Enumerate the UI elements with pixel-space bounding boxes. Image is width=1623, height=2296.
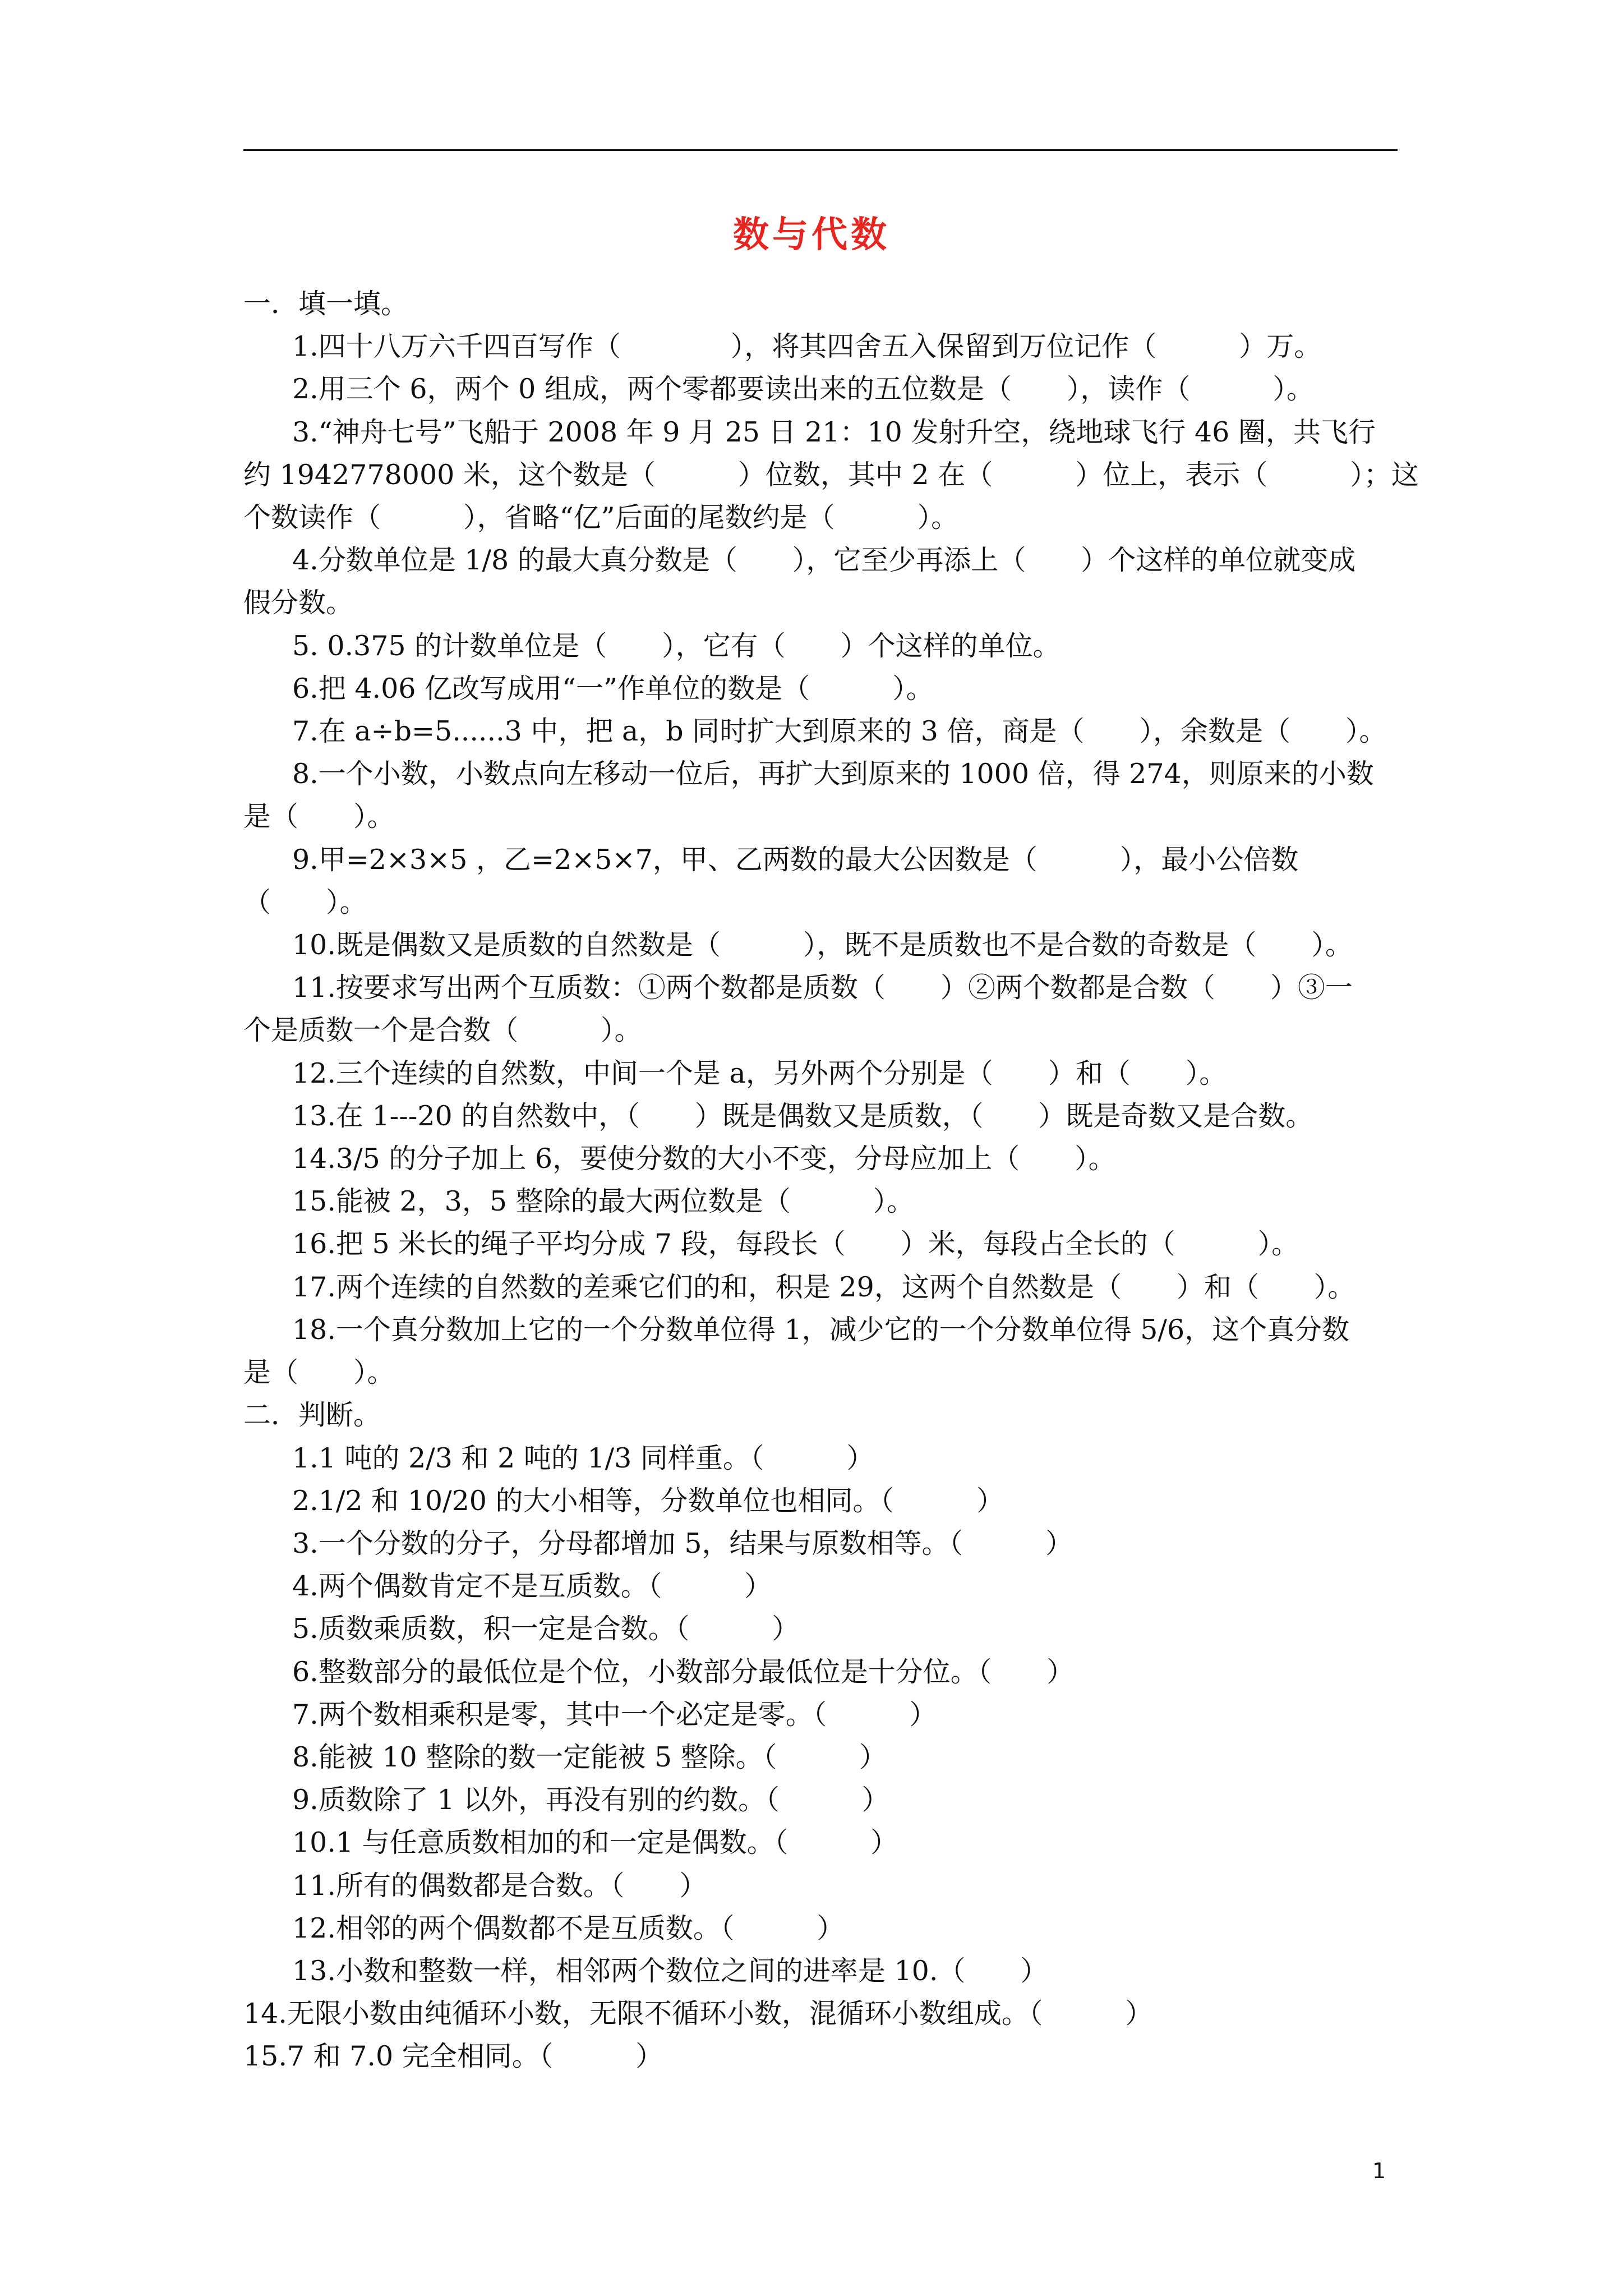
judgement-line: 7.两个数相乘积是零，其中一个必定是零。（ ） <box>292 1699 937 1731</box>
header-rule <box>243 149 1398 151</box>
question-line: 6.把 4.06 亿改写成用“一”作单位的数是（ ）。 <box>292 673 934 705</box>
question-line: 4.分数单位是 1/8 的最大真分数是（ ），它至少再添上（ ）个这样的单位就变成 <box>292 544 1356 576</box>
question-line: 是（ ）。 <box>243 1356 395 1388</box>
judgement-line: 13.小数和整数一样，相邻两个数位之间的进率是 10.（ ） <box>292 1955 1048 1987</box>
judgement-line: 8.能被 10 整除的数一定能被 5 整除。（ ） <box>292 1741 887 1773</box>
judgement-line: 15.7 和 7.0 完全相同。（ ） <box>243 2040 663 2072</box>
question-line: 5. 0.375 的计数单位是（ ），它有（ ）个这样的单位。 <box>292 630 1061 662</box>
judgement-line: 1.1 吨的 2/3 和 2 吨的 1/3 同样重。（ ） <box>292 1442 874 1474</box>
question-line: 8.一个小数，小数点向左移动一位后，再扩大到原来的 1000 倍，得 274，则原来的小数 <box>292 758 1374 790</box>
judgement-line: 5.质数乘质数，积一定是合数。（ ） <box>292 1613 800 1645</box>
question-line: 7.在 a÷b=5......3 中，把 a，b 同时扩大到原来的 3 倍，商是（ ），余数是（ ）。 <box>292 715 1387 747</box>
question-line: 个是质数一个是合数（ ）。 <box>243 1014 642 1046</box>
judgement-line: 10.1 与任意质数相加的和一定是偶数。（ ） <box>292 1826 898 1858</box>
question-line: 18.一个真分数加上它的一个分数单位得 1，减少它的一个分数单位得 5/6，这个真分数 <box>292 1314 1350 1346</box>
judgement-line: 11.所有的偶数都是合数。（ ） <box>292 1870 707 1902</box>
question-line: 14.3/5 的分子加上 6，要使分数的大小不变，分母应加上（ ）。 <box>292 1143 1116 1175</box>
judgement-line: 6.整数部分的最低位是个位，小数部分最低位是十分位。（ ） <box>292 1656 1075 1688</box>
section-2-heading: 二．判断。 <box>243 1399 381 1431</box>
question-line: 是（ ）。 <box>243 800 395 832</box>
question-line: 15.能被 2，3，5 整除的最大两位数是（ ）。 <box>292 1185 915 1217</box>
judgement-line: 3.一个分数的分子，分母都增加 5，结果与原数相等。（ ） <box>292 1527 1073 1559</box>
page-number: 1 <box>1372 2159 1386 2183</box>
judgement-line: 9.质数除了 1 以外，再没有别的约数。（ ） <box>292 1784 889 1816</box>
section-1-heading: 一．填一填。 <box>243 288 409 320</box>
judgement-line: 12.相邻的两个偶数都不是互质数。（ ） <box>292 1912 845 1944</box>
question-line: 10.既是偶数又是质数的自然数是（ ），既不是质数也不是合数的奇数是（ ）。 <box>292 929 1353 961</box>
question-line: 13.在 1---20 的自然数中，（ ）既是偶数又是质数，（ ）既是奇数又是合数。 <box>292 1100 1313 1132</box>
question-line: 2.用三个 6，两个 0 组成，两个零都要读出来的五位数是（ ），读作（ ）。 <box>292 373 1314 405</box>
question-line: 假分数。 <box>243 587 354 619</box>
judgement-line: 4.两个偶数肯定不是互质数。（ ） <box>292 1570 772 1602</box>
judgement-line: 2.1/2 和 10/20 的大小相等，分数单位也相同。（ ） <box>292 1485 1004 1517</box>
question-line: 17.两个连续的自然数的差乘它们的和，积是 29，这两个自然数是（ ）和（ ）。 <box>292 1271 1355 1303</box>
question-line: 约 1942778000 米，这个数是（ ）位数，其中 2 在（ ）位上，表示（ ）；这 <box>243 459 1419 491</box>
question-line: 1.四十八万六千四百写作（ ），将其四舍五入保留到万位记作（ ）万。 <box>292 330 1322 362</box>
question-line: （ ）。 <box>243 886 367 918</box>
page-title: 数与代数 <box>733 214 890 256</box>
question-line: 3.“神舟七号”飞船于 2008 年 9 月 25 日 21：10 发射升空，绕地球飞行 46 圈，共飞行 <box>292 416 1376 448</box>
question-line: 个数读作（ ），省略“亿”后面的尾数约是（ ）。 <box>243 501 959 533</box>
question-line: 16.把 5 米长的绳子平均分成 7 段，每段长（ ）米，每段占全长的（ ）。 <box>292 1228 1299 1260</box>
question-line: 9.甲=2×3×5 ，乙=2×5×7，甲、乙两数的最大公因数是（ ），最小公倍数 <box>292 844 1299 876</box>
question-line: 12.三个连续的自然数，中间一个是 a，另外两个分别是（ ）和（ ）。 <box>292 1057 1227 1089</box>
judgement-line: 14.无限小数由纯循环小数，无限不循环小数，混循环小数组成。（ ） <box>243 1998 1153 2030</box>
question-line: 11.按要求写出两个互质数：①两个数都是质数（ ）②两个数都是合数（ ）③一 <box>292 972 1353 1004</box>
